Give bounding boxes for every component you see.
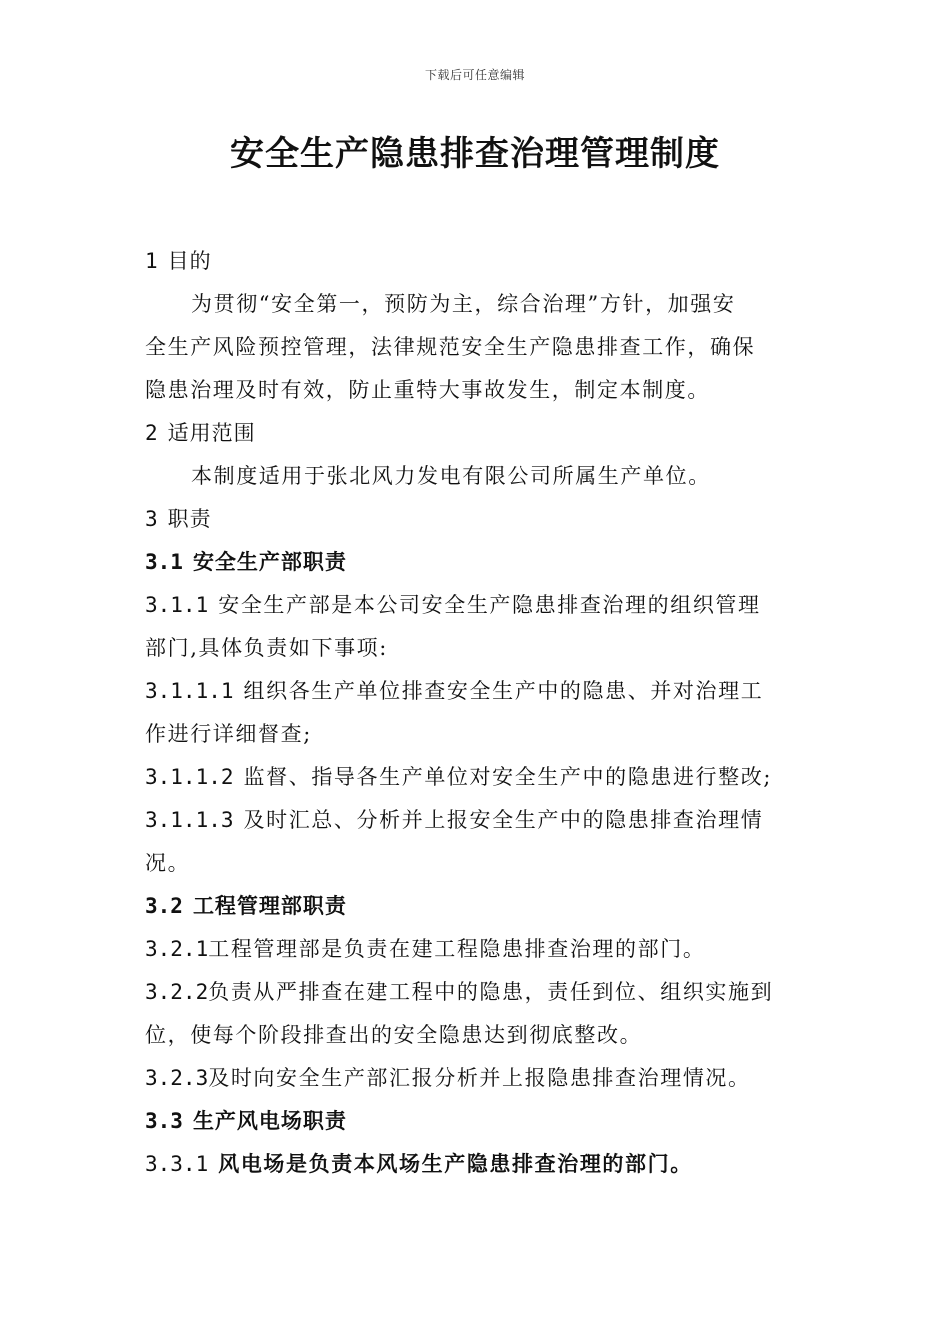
clause-number: 3.2.2 (145, 980, 209, 1004)
paragraph-line: 为贯彻“安全第一，预防为主，综合治理”方针，加强安 (191, 292, 736, 316)
clause-text: 组织各生产单位排查安全生产中的隐患、并对治理工 (243, 679, 764, 703)
document-title: 安全生产隐患排查治理管理制度 (230, 134, 720, 174)
section-1-heading (145, 240, 810, 283)
clause-number: 3.2.1 (145, 937, 209, 961)
paragraph-line: 作进行详细督查; (145, 722, 312, 746)
section-title: 目的 (167, 249, 212, 273)
clause-3-2-3 (145, 1057, 810, 1100)
clause-number: 3.1.1.1 (145, 679, 234, 703)
clause-number: 3.2.3 (145, 1066, 209, 1090)
subsection-3-1-heading (145, 541, 810, 584)
clause-3-2-2 (145, 971, 810, 1014)
clause-number: 3.1.1 (145, 593, 209, 617)
clause-text: 监督、指导各生产单位对安全生产中的隐患进行整改; (243, 765, 772, 789)
paragraph-line: 部门,具体负责如下事项: (145, 636, 388, 660)
section-title: 生产风电场职责 (192, 1109, 347, 1133)
clause-text: 工程管理部是负责在建工程隐患排查治理的部门。 (208, 937, 706, 961)
section-number: 2 (145, 421, 158, 445)
section-number: 3.2 (145, 894, 183, 918)
clause-3-2-1 (145, 928, 810, 971)
section-2-heading (145, 412, 810, 455)
clause-3-1-1-2 (145, 756, 810, 799)
clause-text: 风电场是负责本风场生产隐患排查治理的部门。 (218, 1152, 693, 1176)
clause-3-3-1 (145, 1143, 810, 1186)
clause-3-1-1 (145, 584, 810, 627)
paragraph-line: 全生产风险预控管理，法律规范安全生产隐患排查工作，确保 (145, 335, 756, 359)
section-title: 安全生产部职责 (192, 550, 347, 574)
subsection-3-2-heading (145, 885, 810, 928)
section-title: 适用范围 (167, 421, 256, 445)
clause-text: 安全生产部是本公司安全生产隐患排查治理的组织管理 (218, 593, 761, 617)
clause-text: 及时汇总、分析并上报安全生产中的隐患排查治理情 (243, 808, 764, 832)
clause-number: 3.3.1 (145, 1152, 209, 1176)
clause-3-1-1-1 (145, 670, 810, 713)
paragraph-line: 位，使每个阶段排查出的安全隐患达到彻底整改。 (145, 1023, 643, 1047)
clause-text: 负责从严排查在建工程中的隐患，责任到位、组织实施到 (208, 980, 774, 1004)
section-number: 3.3 (145, 1109, 183, 1133)
section-number: 3.1 (145, 550, 183, 574)
clause-number: 3.1.1.2 (145, 765, 234, 789)
clause-text: 及时向安全生产部汇报分析并上报隐患排查治理情况。 (208, 1066, 751, 1090)
section-number: 1 (145, 249, 158, 273)
clause-number: 3.1.1.3 (145, 808, 234, 832)
header-note: 下载后可任意编辑 (424, 68, 525, 82)
paragraph-line: 况。 (145, 851, 191, 875)
section-title: 工程管理部职责 (192, 894, 347, 918)
document-body (145, 240, 810, 1186)
section-3-heading (145, 498, 810, 541)
paragraph-line: 本制度适用于张北风力发电有限公司所属生产单位。 (191, 464, 711, 488)
section-title: 职责 (167, 507, 212, 531)
clause-3-1-1-3 (145, 799, 810, 842)
paragraph-line: 隐患治理及时有效，防止重特大事故发生，制定本制度。 (145, 378, 710, 402)
subsection-3-3-heading (145, 1100, 810, 1143)
section-number: 3 (145, 507, 158, 531)
